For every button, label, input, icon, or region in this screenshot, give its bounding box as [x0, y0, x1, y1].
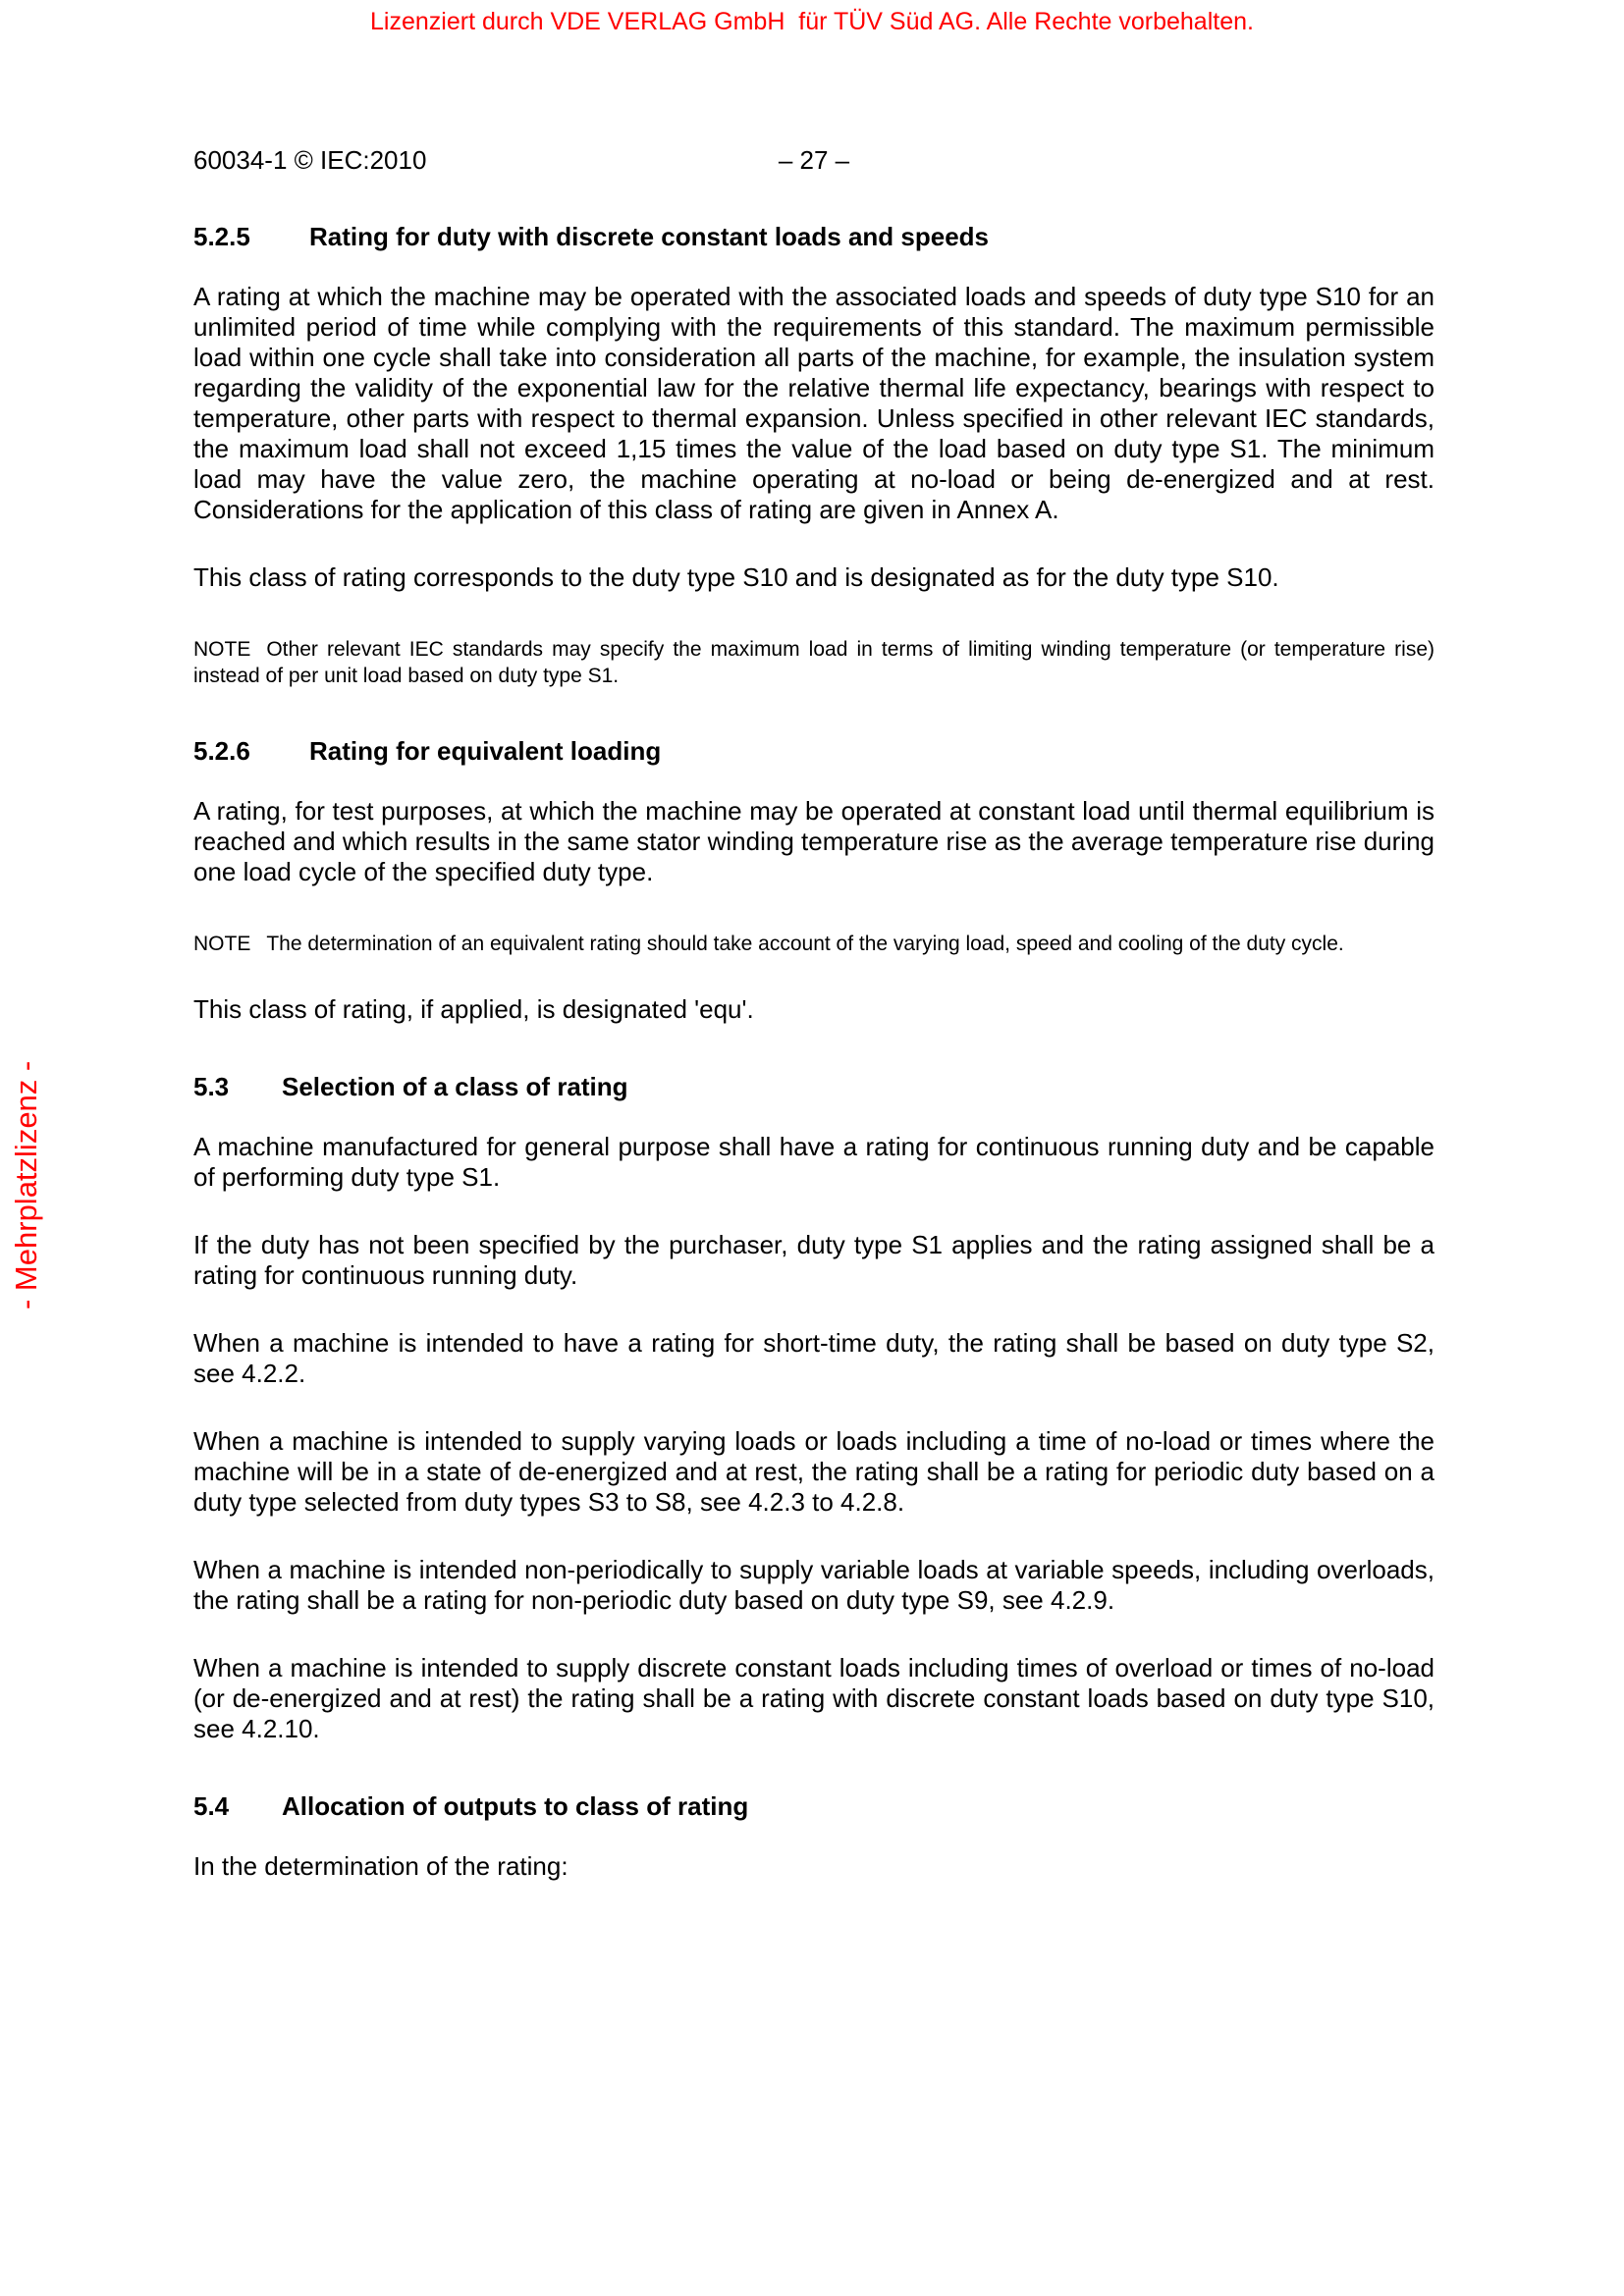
- paragraph: When a machine is intended to have a rating for short-time duty, the rating shall be based on duty type S2, see 4.2.2.: [193, 1328, 1435, 1388]
- section-number: 5.4: [193, 1791, 230, 1821]
- page-content: [193, 0, 1435, 1882]
- note: [193, 636, 1435, 689]
- note-label: NOTE: [193, 933, 251, 955]
- section-number: 5.3: [193, 1072, 230, 1101]
- paragraph: A rating, for test purposes, at which the machine may be operated at constant load until thermal equilibrium is reached and which results in the same stator winding temperature rise as the average temperature rise during one load cycle of the specified duty type.: [193, 796, 1435, 886]
- paragraph: A rating at which the machine may be operated with the associated loads and speeds of duty type S10 for an unlimited period of time while complying with the requirements of this standard. The maximum permissible load within one cycle shall take into consideration all parts of the machine, for example, the insulation system regarding the validity of the exponential law for the relative thermal life expectancy, bearings with respect to temperature, other parts with respect to thermal expansion. Unless specified in other relevant IEC standards, the maximum load shall not exceed 1,15 times the value of the load based on duty type S1. The minimum load may have the value zero, the machine operating at no-load or being de-energized and at rest. Considerations for the application of this class of rating are given in Annex A.: [193, 282, 1435, 524]
- paragraph: This class of rating, if applied, is designated 'equ'.: [193, 994, 754, 1024]
- section-title: Allocation of outputs to class of rating: [282, 1791, 749, 1821]
- section-heading-5-4: [193, 1791, 1435, 1822]
- paragraph: When a machine is intended to supply discrete constant loads including times of overload or times of no-load (or de-energized and at rest) the rating shall be a rating with discrete constant loads based on duty type S10, see 4.2.10.: [193, 1653, 1435, 1743]
- paragraph: When a machine is intended non-periodically to supply variable loads at variable speeds, including overloads, the rating shall be a rating for non-periodic duty based on duty type S9, see 4.2.9.: [193, 1555, 1435, 1615]
- section-heading-5-2-5: [193, 222, 1435, 252]
- note-label: NOTE: [193, 638, 251, 661]
- paragraph: When a machine is intended to supply varying loads or loads including a time of no-load or times where the machine will be in a state of de-energized and at rest, the rating shall be a rating for periodic duty based on a duty type selected from duty types S3 to S8, see 4.2.3 to 4.2.8.: [193, 1426, 1435, 1517]
- license-banner: Lizenziert durch VDE VERLAG GmbH für TÜV Süd AG. Alle Rechte vorbehalten.: [370, 8, 1254, 35]
- document-reference: 60034-1 © IEC:2010: [193, 145, 427, 175]
- section-title: Selection of a class of rating: [282, 1072, 628, 1101]
- section-number: 5.2.6: [193, 736, 250, 766]
- section-title: Rating for duty with discrete constant loads and speeds: [309, 222, 989, 251]
- section-title: Rating for equivalent loading: [309, 736, 662, 766]
- paragraph: A machine manufactured for general purpose shall have a rating for continuous running duty and be capable of performing duty type S1.: [193, 1132, 1435, 1192]
- page-number: – 27 –: [778, 145, 850, 175]
- note: [193, 931, 1435, 957]
- paragraph: If the duty has not been specified by the purchaser, duty type S1 applies and the rating assigned shall be a rating for continuous running duty.: [193, 1230, 1435, 1290]
- paragraph: This class of rating corresponds to the duty type S10 and is designated as for the duty type S10.: [193, 562, 1279, 592]
- section-heading-5-3: [193, 1072, 1435, 1102]
- section-heading-5-2-6: [193, 736, 1435, 767]
- note-text: Other relevant IEC standards may specify the maximum load in terms of limiting winding temperature (or temperature rise) instead of per unit load based on duty type S1.: [193, 638, 1435, 687]
- section-number: 5.2.5: [193, 222, 250, 251]
- paragraph: In the determination of the rating:: [193, 1851, 568, 1881]
- page-header: [193, 0, 1435, 175]
- note-text: The determination of an equivalent rating should take account of the varying load, speed and cooling of the duty cycle.: [266, 933, 1344, 955]
- multi-seat-license-watermark: - Mehrplatzlizenz -: [9, 1060, 43, 1309]
